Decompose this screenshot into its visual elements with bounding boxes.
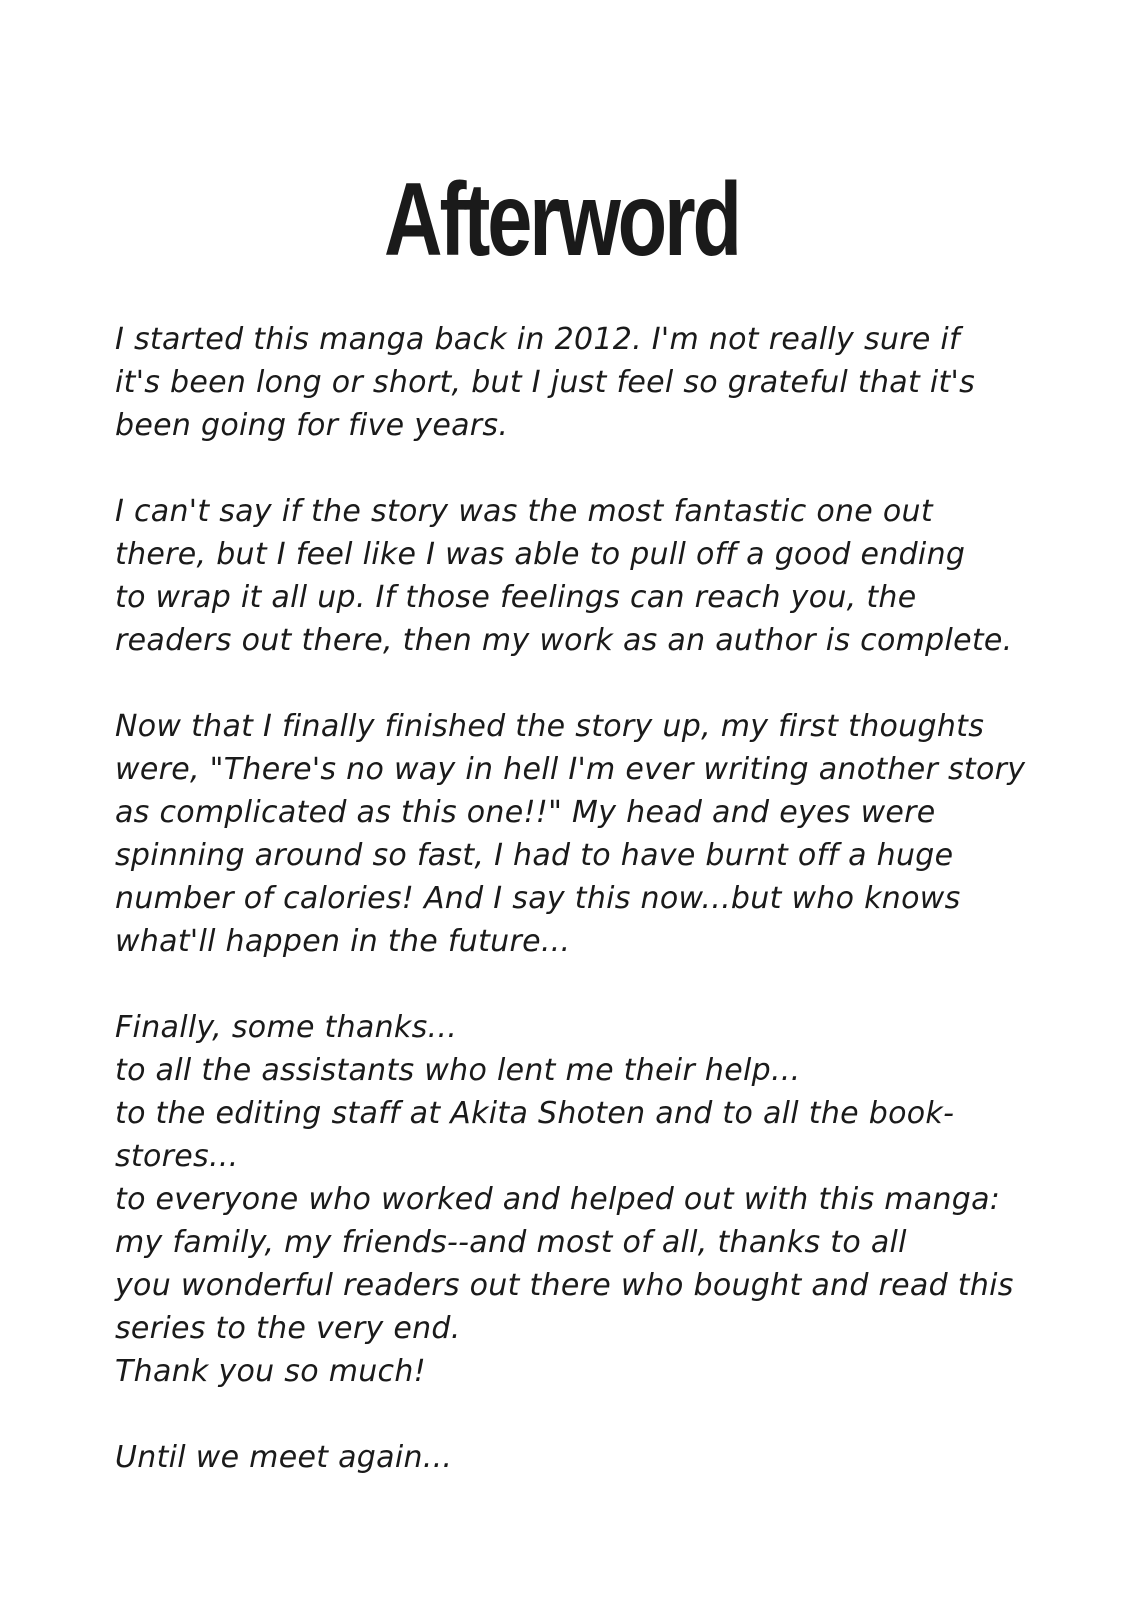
afterword-body — [115, 318, 1026, 1522]
text-line: what'll happen in the future... — [115, 924, 571, 959]
text-line: as complicated as this one!!" My head and eyes were — [115, 795, 936, 830]
paragraph-4 — [115, 1006, 1015, 1393]
page-title: Afterword — [384, 162, 739, 278]
text-line: Finally, some thanks... — [115, 1010, 458, 1045]
text-line: to wrap it all up. If those feelings can reach you, the — [115, 580, 917, 615]
text-line: my family, my friends--and most of all, thanks to all — [115, 1225, 907, 1260]
text-line: to all the assistants who lent me their help... — [115, 1053, 801, 1088]
text-line: spinning around so fast, I had to have burnt off a huge — [115, 838, 954, 873]
paragraph-1 — [115, 318, 1015, 447]
text-line: Until we meet again... — [115, 1440, 453, 1475]
text-line: number of calories! And I say this now...but who knows — [115, 881, 961, 916]
text-line: were, "There's no way in hell I'm ever writing another story — [115, 752, 1026, 787]
text-line: series to the very end. — [115, 1311, 461, 1346]
text-line: there, but I feel like I was able to pull off a good ending — [115, 537, 966, 572]
text-line: to everyone who worked and helped out with this manga: — [115, 1182, 1001, 1217]
paragraph-2 — [115, 490, 1015, 662]
paragraph-3 — [115, 705, 1026, 963]
text-line: Thank you so much! — [115, 1354, 426, 1389]
text-line: to the editing staff at Akita Shoten and to all the book- — [115, 1096, 955, 1131]
text-line: it's been long or short, but I just feel so grateful that it's — [115, 365, 976, 400]
text-line: readers out there, then my work as an author is complete. — [115, 623, 1013, 658]
text-line: been going for five years. — [115, 408, 509, 443]
paragraph-5 — [115, 1436, 1015, 1479]
text-line: I started this manga back in 2012. I'm not really sure if — [115, 322, 960, 357]
text-line: I can't say if the story was the most fantastic one out — [115, 494, 933, 529]
text-line: stores... — [115, 1139, 239, 1174]
text-line: Now that I finally finished the story up, my first thoughts — [115, 709, 985, 744]
text-line: you wonderful readers out there who bought and read this — [115, 1268, 1014, 1303]
